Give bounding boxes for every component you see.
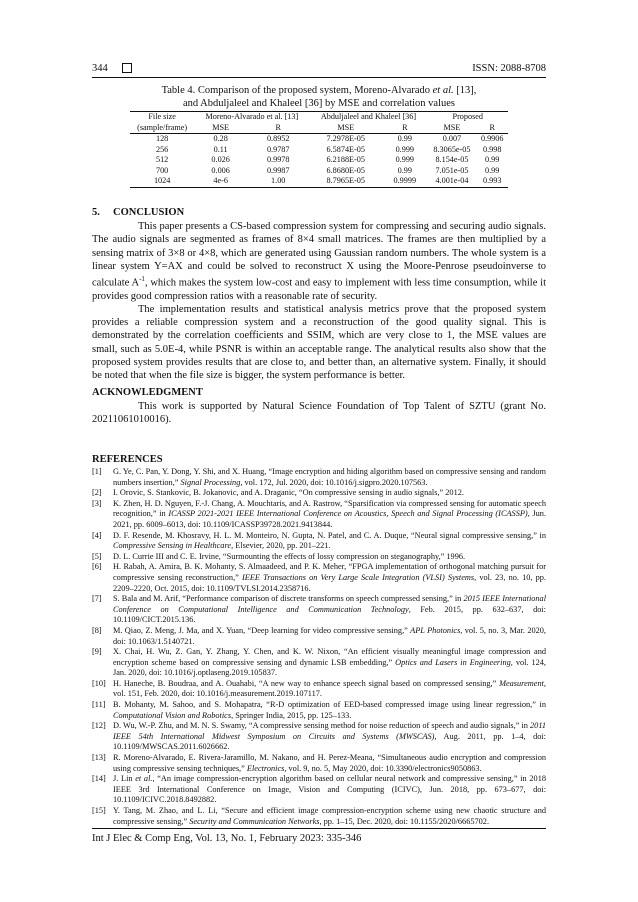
table-row bbox=[130, 176, 508, 187]
reference-text: B. Mohanty, M. Sahoo, and S. Mohapatra, “R-D optimization of EED-based compressed image using linear regression,” in Computational Vision and Robotics, Springer India, 2015, pp. 125–133. bbox=[113, 700, 546, 720]
page-header bbox=[92, 60, 546, 76]
reference-item bbox=[92, 488, 546, 499]
table-cell: 0.99 bbox=[485, 155, 500, 164]
table-cell: 0.99 bbox=[397, 134, 412, 143]
table-cell: 1.00 bbox=[247, 176, 309, 187]
table-cell: 0.998 bbox=[482, 144, 502, 154]
conclusion-paragraph-2: The implementation results and statistical analysis metrics prove that the proposed system provides a reliable compression system and a reconstruction of the good quality signal. This is demonstrated by the correlation coefficients and SSIM, which are very close to 1, the MSE values are small, such as 5.0E-4, while PSNR is within an acceptable range. The analytical results also show that the proposed system provides results that are close to, and better than, an alternative system. Finally, it should be noted that when the file size is bigger, the system performance is better. bbox=[92, 303, 546, 381]
table-cell: 128 bbox=[155, 134, 169, 143]
reference-number: [14] bbox=[92, 774, 106, 784]
table-cell: 0.9999 bbox=[382, 176, 427, 187]
table-cell: 6.2188E-05 bbox=[326, 155, 365, 164]
acknowledgment-heading: ACKNOWLEDGMENT bbox=[92, 387, 203, 398]
references-list bbox=[92, 467, 546, 827]
reference-item bbox=[92, 467, 546, 488]
issn-label: ISSN: 2088-8708 bbox=[472, 62, 546, 74]
reference-item bbox=[92, 562, 546, 594]
table-body bbox=[130, 134, 508, 188]
reference-item bbox=[92, 806, 546, 827]
comparison-table bbox=[130, 111, 508, 188]
acknowledgment-section bbox=[92, 386, 546, 427]
reference-text: R. Moreno-Alvarado, E. Rivera-Jaramillo, M. Nakano, and H. Perez-Meana, “Simultaneous audio encryption and compression using compressive sensing techniques,” Electronics, vol. 9, no. 5, May 2020, doi: 10.3390/electronics9050863. bbox=[113, 753, 546, 773]
table-subheader-row: (sample/frame) MSE R MSE R MSE R bbox=[130, 123, 508, 134]
reference-text: I. Orovic, S. Stankovic, B. Jokanovic, and A. Draganic, “On compressive sensing in audio signals,” 2012. bbox=[113, 488, 464, 498]
table-cell: 0.11 bbox=[213, 144, 228, 154]
table-cell: 6.5874E-05 bbox=[326, 144, 365, 154]
table-cell: 0.026 bbox=[211, 155, 230, 164]
table-cell: 0.9978 bbox=[266, 155, 290, 164]
reference-number: [10] bbox=[92, 678, 106, 688]
reference-text: G. Ye, C. Pan, Y. Dong, Y. Shi, and X. Huang, “Image encryption and hiding algorithm based on compressive sensing and random numbers insertion,” Signal Processing, vol. 172, Jul. 2020, doi: 10.1016/j.sigpro.2020.107563. bbox=[113, 467, 546, 487]
table-cell: 4.001e-04 bbox=[428, 176, 477, 187]
table-cell: 0.006 bbox=[211, 165, 230, 175]
reference-number: [5] bbox=[92, 551, 102, 561]
reference-number: [1] bbox=[92, 467, 102, 476]
table-row bbox=[130, 134, 508, 145]
table-row bbox=[130, 155, 508, 166]
reference-item bbox=[92, 679, 546, 700]
table-cell: 512 bbox=[155, 155, 169, 164]
reference-item bbox=[92, 499, 546, 531]
reference-text: J. Lin et al., “An image compression-encryption algorithm based on cellular neural network and compressive sensing,” in 2018 IEEE 3rd International Conference on Image, Vision and Computing (ICIVC), Jun. 2018, pp. 673–677, doi: 10.1109/ICIVC.2018.8492882. bbox=[113, 774, 546, 805]
reference-item bbox=[92, 594, 546, 626]
table-cell: 0.9906 bbox=[480, 134, 504, 143]
table-row bbox=[130, 166, 508, 177]
table-cell: 6.8680E-05 bbox=[326, 165, 365, 175]
reference-text: D. F. Resende, M. Khosravy, H. L. M. Monteiro, N. Gupta, N. Patel, and C. A. Duque, “Neural signal compressive sensing,” in Compressive Sensing in Healthcare, Elsevier, 2020, pp. 201–221. bbox=[113, 530, 546, 551]
conclusion-paragraph-1: This paper presents a CS-based compression system for compressing and securing audio signals. The audio signals are segmented as frames of 8×4 small matrices. The frames are then multiplied by a sensing matrix of 3×8 or 4×8, which are generated using Gaussian random numbers. The whole system is a linear system Y=AX and could be solved to reconstruct X using the Moore-Penrose pseudoinverse to calculate $A^{-1}$, which makes the system low-cost and easy to implement with less time consumption, while it provides good compression ratios with a reasonable rate of security. bbox=[92, 221, 546, 302]
reference-number: [11] bbox=[92, 700, 106, 710]
reference-text: H. Rabah, A. Amira, B. K. Mohanty, S. Almaadeed, and P. K. Meher, “FPGA implementation of orthogonal matching pursuit for compressive sensing reconstruction,” IEEE Transactions on Very Large Scale Integration (VLSI) Systems, vol. 23, no. 10, pp. 2209–2220, Oct. 2015, doi: 10.1109/TVLSI.2014.2358716. bbox=[113, 562, 546, 593]
references-heading: REFERENCES bbox=[92, 454, 163, 465]
table-cell: 256 bbox=[155, 144, 169, 154]
table-cell: 0.999 bbox=[395, 155, 414, 164]
table-cell: 0.99 bbox=[397, 165, 412, 175]
reference-text: Y. Tang, M. Zhao, and L. Li, “Secure and efficient image compression-encryption scheme using new chaotic structure and compressive sensing,” Security and Communication Networks, pp. 1–15, Dec. 2020, doi: 10.1155/2020/6665702. bbox=[113, 806, 546, 826]
conclusion-section bbox=[92, 206, 546, 382]
footer-rule bbox=[92, 828, 546, 829]
table-cell: 1024 bbox=[130, 176, 194, 187]
table-cell: 8.3065e-05 bbox=[433, 144, 471, 154]
table-cell: 0.999 bbox=[395, 144, 414, 154]
table-caption: Table 4. Comparison of the proposed system, Moreno-Alvarado et al. [13], and Abduljaleel and Khaleel [36] by MSE and correlation values bbox=[161, 85, 477, 109]
table-cell: 0.99 bbox=[485, 165, 500, 175]
reference-number: [4] bbox=[92, 530, 102, 540]
reference-item bbox=[92, 774, 546, 806]
reference-text: M. Qiao, Z. Meng, J. Ma, and X. Yuan, “Deep learning for video compressive sensing,” APL Photonics, vol. 5, no. 3, Mar. 2020, doi: 10.1063/1.5140721. bbox=[113, 625, 546, 646]
table-4 bbox=[130, 84, 508, 188]
header-rule bbox=[92, 77, 546, 78]
reference-item bbox=[92, 753, 546, 774]
table-cell: 7.051e-05 bbox=[435, 165, 469, 175]
table-row bbox=[130, 145, 508, 156]
reference-text: X. Chai, H. Wu, Z. Gan, Y. Zhang, Y. Chen, and K. W. Nixon, “An efficient visually meaningful image compression and encryption scheme based on compressive sensing and dynamic LSB embedding,” Optics and Lasers in Engineering, vol. 124, Jan. 2020, doi: 10.1016/j.optlaseng.2019.105837. bbox=[113, 647, 546, 678]
table-header-row: File size Moreno-Alvarado et al. [13] Abduljaleel and Khaleel [36] Proposed bbox=[130, 112, 508, 123]
table-cell: 7.2978E-05 bbox=[326, 134, 365, 143]
page-footer: Int J Elec & Comp Eng, Vol. 13, No. 1, February 2023: 335-346 bbox=[92, 833, 362, 844]
table-cell: 0.8952 bbox=[266, 134, 290, 143]
table-cell: 700 bbox=[155, 165, 169, 175]
conclusion-heading: 5. CONCLUSION bbox=[92, 207, 185, 218]
table-cell: 0.993 bbox=[476, 176, 508, 187]
table-cell: 8.154e-05 bbox=[435, 155, 469, 164]
reference-number: [6] bbox=[92, 562, 102, 572]
reference-item bbox=[92, 626, 546, 647]
reference-item bbox=[92, 531, 546, 552]
reference-number: [15] bbox=[92, 806, 106, 815]
reference-text: D. Wu, W.-P. Zhu, and M. N. S. Swamy, “A compressive sensing method for noise reduction of speech and audio signals,” in 2011 IEEE 54th International Midwest Symposium on Circuits and Systems (MWSCAS), Aug. 2011, pp. 1–4, doi: 10.1109/MWSCAS.2011.6026662. bbox=[113, 721, 546, 752]
reference-number: [2] bbox=[92, 488, 102, 498]
reference-item bbox=[92, 721, 546, 753]
table-cell: 0.28 bbox=[213, 134, 228, 143]
table-cell: 0.007 bbox=[442, 134, 462, 143]
reference-number: [9] bbox=[92, 647, 102, 657]
table-cell: 0.9987 bbox=[266, 165, 290, 175]
reference-number: [3] bbox=[92, 498, 102, 508]
reference-text: D. L. Currie III and C. E. Irvine, “Surmounting the effects of lossy compression on steganography,” 1996. bbox=[113, 551, 466, 561]
reference-item bbox=[92, 647, 546, 679]
page-number: 344 bbox=[92, 62, 108, 74]
reference-text: K. Zhen, H. D. Nguyen, F.-J. Chang, A. Mouchtaris, and A. Rastrow, “Sparsification via compressed sensing for automatic speech recognition,” in ICASSP 2021-2021 IEEE International Conference on Acoustics, Speech and Signal Processing (ICASSP), Jun. 2021, pp. 6009–6013, doi: 10.1109/ICASSP39728.2021.9413844. bbox=[113, 498, 547, 529]
reference-item bbox=[92, 700, 546, 721]
reference-number: [8] bbox=[92, 625, 102, 635]
table-cell: 0.9787 bbox=[266, 144, 290, 154]
reference-text: S. Bala and M. Arif, “Performance comparison of discrete transforms on speech compressed sensing,” in 2015 IEEE International Conference on Computational Intelligence and Communication Technology, Feb. 2015, pp. 632–637, doi: 10.1109/CICT.2015.136. bbox=[113, 594, 547, 625]
square-separator-icon bbox=[122, 63, 132, 73]
reference-number: [7] bbox=[92, 594, 102, 604]
reference-number: [12] bbox=[92, 721, 106, 731]
table-cell: 4e-6 bbox=[194, 176, 247, 187]
reference-text: H. Haneche, B. Boudraa, and A. Ouahabi, “A new way to enhance speech signal based on compressed sensing,” Measurement, vol. 151, Feb. 2020, doi: 10.1016/j.measurement.2019.107117. bbox=[113, 678, 546, 699]
reference-number: [13] bbox=[92, 753, 106, 763]
reference-item bbox=[92, 552, 546, 563]
acknowledgment-text: This work is supported by Natural Science Foundation of Top Talent of SZTU (grant No. 20211061010016). bbox=[92, 401, 546, 426]
table-cell: 8.7965E-05 bbox=[309, 176, 382, 187]
